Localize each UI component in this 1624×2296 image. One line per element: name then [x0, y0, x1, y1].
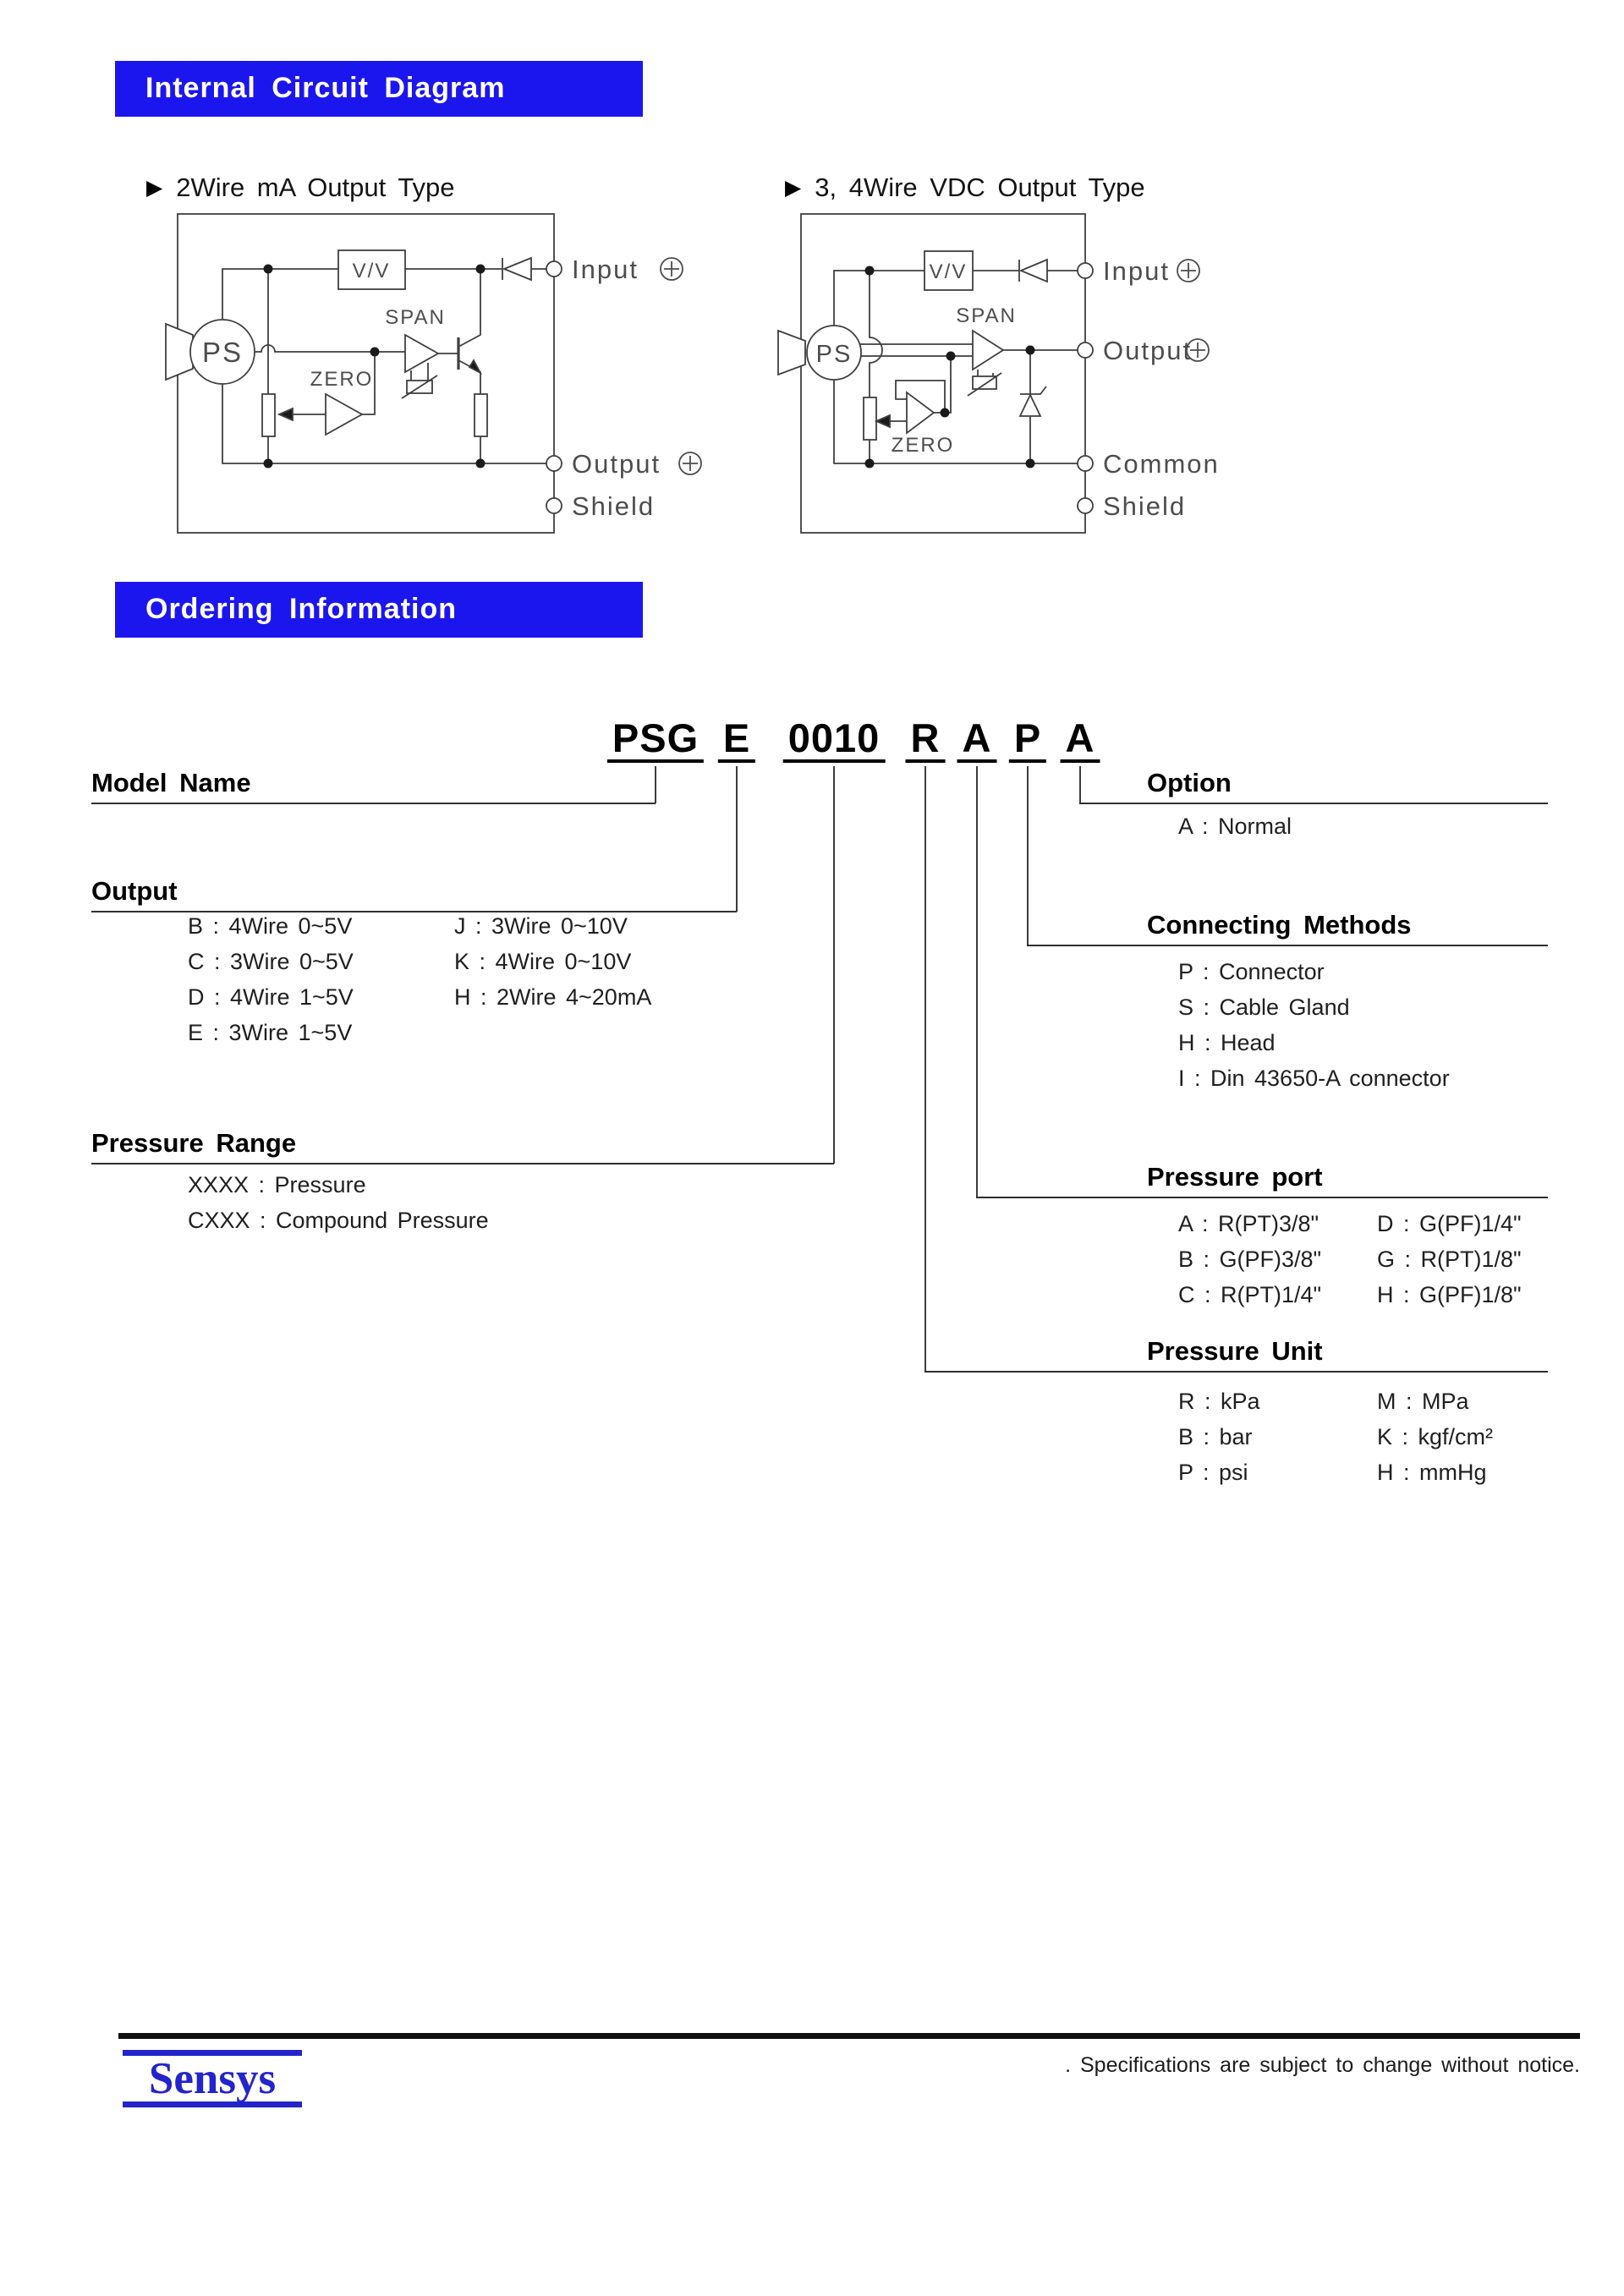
rule-option — [1079, 803, 1548, 804]
pressure-range-option: CXXX : Compound Pressure — [188, 1208, 489, 1233]
vv-label: V/V — [352, 260, 391, 282]
internal-circuit-diagrams — [0, 0, 1624, 592]
connector-line-pressure-range — [833, 766, 835, 1164]
model-code-segment: A — [957, 717, 997, 763]
connector-line-pressure-unit — [924, 766, 926, 1372]
model-code-segment: R — [906, 717, 946, 763]
vv-label: V/V — [929, 260, 968, 283]
common-label: Common — [1103, 449, 1220, 479]
heading-output: Output — [91, 876, 178, 906]
pressure-unit-option: H : mmHg — [1377, 1460, 1487, 1485]
model-code-segment: E — [718, 717, 755, 763]
sensys-logo — [123, 2050, 302, 2107]
zener-diode-icon — [1020, 350, 1046, 463]
zero-label: ZERO — [891, 434, 955, 457]
connector-line-connecting-methods — [1027, 766, 1029, 945]
connector-line-output — [736, 766, 738, 912]
shield-label: Shield — [1103, 491, 1187, 521]
output-option: H : 2Wire 4~20mA — [454, 984, 652, 1010]
wiper-arrow-icon — [279, 408, 293, 420]
shield-label: Shield — [572, 491, 656, 521]
pressure-port-option: H : G(PF)1/8" — [1377, 1282, 1522, 1307]
shield-terminal — [1078, 498, 1093, 513]
heading-connecting-methods: Connecting Methods — [1147, 910, 1412, 940]
banner-label: Internal Circuit Diagram — [145, 72, 506, 104]
rule-connecting-methods — [1027, 945, 1548, 946]
input-label: Input — [572, 255, 639, 284]
span-amp-icon — [405, 335, 438, 372]
ps-label: PS — [815, 341, 853, 368]
output-option: C : 3Wire 0~5V — [188, 949, 354, 974]
footer-note: . Specifications are subject to change without notice. — [1065, 2053, 1580, 2077]
connecting-method-option: I : Din 43650-A connector — [1178, 1066, 1450, 1091]
input-label: Input — [1103, 256, 1170, 286]
input-terminal — [546, 261, 562, 277]
shield-terminal — [546, 498, 562, 513]
pressure-port-option: D : G(PF)1/4" — [1377, 1211, 1522, 1236]
span-trimmer-icon — [968, 370, 1001, 396]
output-option: E : 3Wire 1~5V — [188, 1020, 353, 1045]
triangle-bullet-icon: ▶ — [785, 176, 802, 200]
pressure-port-funnel — [166, 324, 193, 380]
pressure-unit-option: P : psi — [1178, 1460, 1248, 1485]
heading-pressure-range: Pressure Range — [91, 1128, 297, 1158]
span-label: SPAN — [956, 304, 1017, 327]
pressure-unit-option: K : kgf/cm² — [1377, 1424, 1494, 1449]
pressure-unit-option: M : MPa — [1377, 1389, 1469, 1414]
connecting-method-option: H : Head — [1178, 1030, 1276, 1055]
plus-circle-icon — [661, 258, 701, 474]
wiper-arrow-icon — [876, 415, 890, 427]
model-code-segment: A — [1061, 717, 1100, 763]
diode-icon — [502, 258, 546, 280]
pressure-port-option: B : G(PF)3/8" — [1178, 1247, 1322, 1272]
common-terminal — [1078, 456, 1093, 471]
section-banner-ordering — [115, 582, 643, 638]
output-option: B : 4Wire 0~5V — [188, 913, 353, 939]
heading-pressure-port: Pressure port — [1147, 1162, 1323, 1192]
connecting-method-option: P : Connector — [1178, 959, 1325, 984]
output-option: K : 4Wire 0~10V — [454, 949, 632, 974]
heading-option: Option — [1147, 768, 1232, 797]
zero-amp-icon — [907, 392, 934, 433]
pressure-unit-option: B : bar — [1178, 1424, 1253, 1449]
span-amp-icon — [973, 331, 1003, 370]
diagram2-title-text: 3, 4Wire VDC Output Type — [815, 173, 1145, 202]
pressure-unit-option: R : kPa — [1178, 1389, 1260, 1414]
span-label: SPAN — [385, 306, 446, 329]
rule-model-name — [91, 803, 656, 804]
rule-pressure-port — [976, 1197, 1548, 1198]
transistor-icon — [438, 269, 480, 394]
connector-line-option — [1079, 766, 1081, 803]
triangle-bullet-icon: ▶ — [146, 176, 163, 200]
zero-amp-icon — [326, 394, 362, 435]
heading-pressure-unit: Pressure Unit — [1147, 1336, 1323, 1366]
option-item: A : Normal — [1178, 814, 1292, 839]
output-option: J : 3Wire 0~10V — [454, 913, 628, 939]
model-code-segment: PSG — [607, 717, 704, 763]
connector-line-pressure-port — [976, 766, 978, 1197]
model-code-segment: P — [1009, 717, 1046, 763]
output-label: Output — [572, 449, 661, 479]
connecting-method-option: S : Cable Gland — [1178, 995, 1350, 1020]
ps-label: PS — [201, 337, 244, 368]
footer-divider — [118, 2033, 1580, 2039]
sensys-logo-text: Sensys — [148, 2054, 277, 2103]
rule-pressure-unit — [924, 1371, 1548, 1373]
output-label: Output — [1103, 336, 1193, 365]
resistor-icon — [864, 397, 876, 440]
feedback-loop — [896, 381, 945, 413]
output-option: D : 4Wire 1~5V — [188, 984, 354, 1010]
pressure-port-option: C : R(PT)1/4" — [1178, 1282, 1322, 1307]
diagram1-title-text: 2Wire mA Output Type — [176, 173, 455, 202]
input-terminal — [1078, 263, 1093, 278]
rule-pressure-range — [91, 1163, 834, 1164]
connector-line-model-name — [655, 766, 656, 803]
output-terminal — [1078, 342, 1093, 358]
heading-model-name: Model Name — [91, 768, 251, 797]
model-code-segment: 0010 — [783, 717, 886, 763]
diode-icon — [1019, 260, 1078, 282]
span-trimmer-icon — [402, 363, 437, 398]
output-terminal — [546, 456, 562, 471]
pressure-port-option: A : R(PT)3/8" — [1178, 1211, 1320, 1236]
pressure-port-option: G : R(PT)1/8" — [1377, 1247, 1522, 1272]
resistor-icon — [262, 394, 275, 436]
pressure-range-option: XXXX : Pressure — [188, 1172, 366, 1197]
rule-output — [91, 911, 737, 912]
zero-label: ZERO — [310, 368, 374, 391]
banner-label: Ordering Information — [145, 593, 457, 625]
resistor-icon — [475, 394, 487, 436]
